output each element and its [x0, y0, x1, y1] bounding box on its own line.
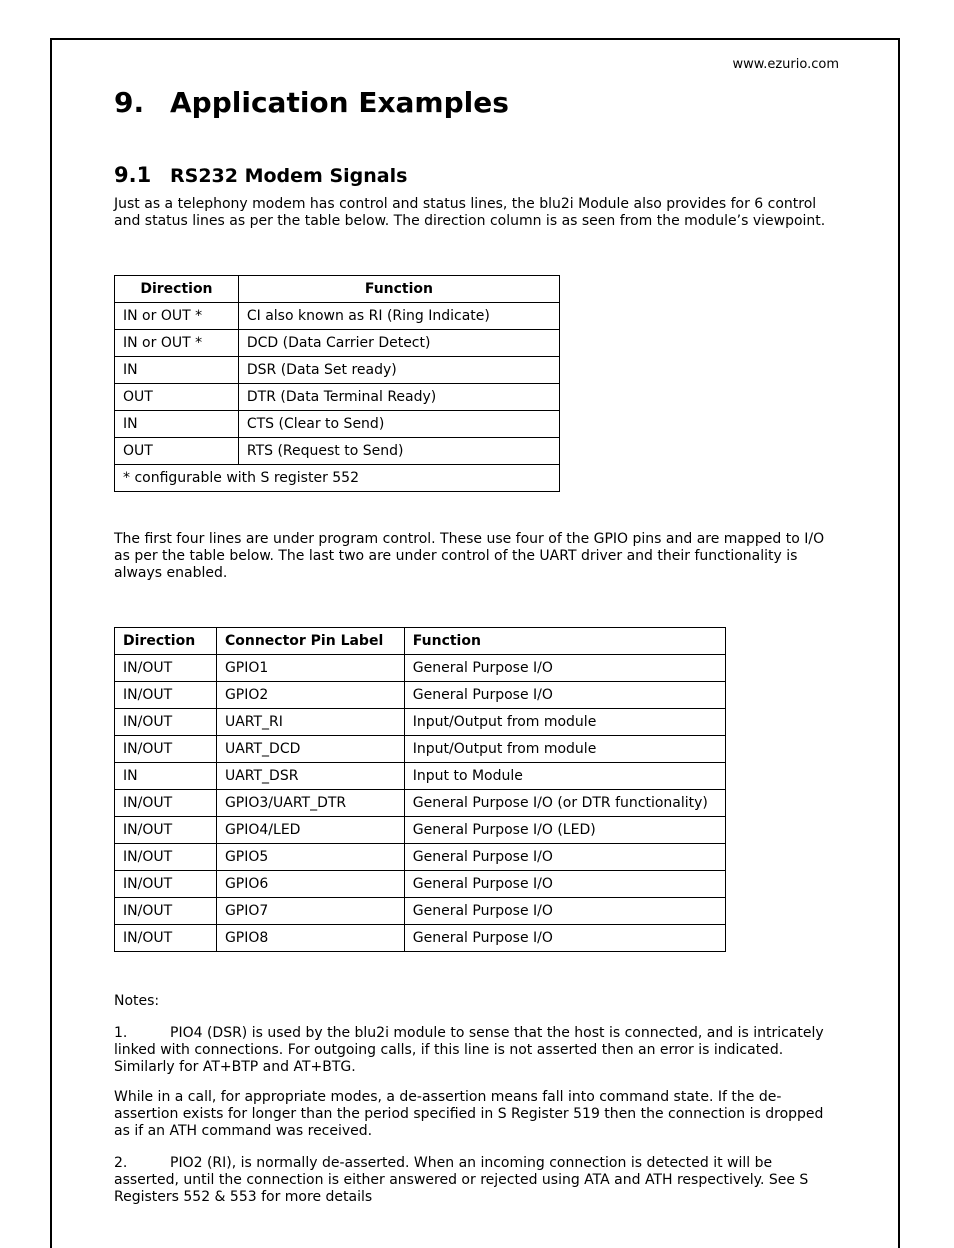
- note-2: [114, 1155, 839, 1206]
- section-title: Application Examples: [170, 86, 509, 119]
- note-1-number: 1.: [114, 1025, 128, 1041]
- table-row: [115, 357, 560, 384]
- table-row: [115, 384, 560, 411]
- header-url: www.ezurio.com: [732, 57, 839, 72]
- table-row: [115, 790, 726, 817]
- cell-function: Input to Module: [404, 763, 725, 790]
- note-1: [114, 1025, 839, 1076]
- cell-pin-label: UART_DCD: [216, 736, 404, 763]
- cell-pin-label: GPIO1: [216, 655, 404, 682]
- notes-label: Notes:: [114, 993, 160, 1009]
- cell-function: General Purpose I/O: [404, 871, 725, 898]
- cell-function: General Purpose I/O (LED): [404, 817, 725, 844]
- table-row: [115, 709, 726, 736]
- cell-pin-label: UART_DSR: [216, 763, 404, 790]
- table-header-row: [115, 276, 560, 303]
- cell-direction: IN/OUT: [115, 655, 217, 682]
- table-row: [115, 438, 560, 465]
- section-number: 9.: [114, 86, 145, 119]
- cell-pin-label: GPIO6: [216, 871, 404, 898]
- cell-function: General Purpose I/O: [404, 682, 725, 709]
- table-row: [115, 763, 726, 790]
- cell-pin-label: GPIO2: [216, 682, 404, 709]
- modem-signals-table: [114, 275, 560, 492]
- cell-pin-label: GPIO4/LED: [216, 817, 404, 844]
- cell-pin-label: GPIO7: [216, 898, 404, 925]
- table-footnote: * configurable with S register 552: [115, 465, 560, 492]
- cell-function: General Purpose I/O (or DTR functionality): [404, 790, 725, 817]
- cell-function: DSR (Data Set ready): [238, 357, 559, 384]
- table-row: [115, 655, 726, 682]
- table-row: [115, 898, 726, 925]
- cell-function: Input/Output from module: [404, 709, 725, 736]
- column-header-function: Function: [404, 628, 725, 655]
- cell-function: RTS (Request to Send): [238, 438, 559, 465]
- cell-function: CI also known as RI (Ring Indicate): [238, 303, 559, 330]
- cell-direction: IN or OUT *: [115, 330, 239, 357]
- cell-function: DTR (Data Terminal Ready): [238, 384, 559, 411]
- gpio-mapping-table: [114, 627, 726, 952]
- cell-pin-label: UART_RI: [216, 709, 404, 736]
- table-footnote-row: [115, 465, 560, 492]
- intro-paragraph: Just as a telephony modem has control and status lines, the blu2i Module also provides for 6 control and status lines as per the table below. The direction column is as seen from the module’s viewpoint.: [114, 196, 826, 229]
- cell-function: General Purpose I/O: [404, 844, 725, 871]
- column-header-direction: Direction: [115, 276, 239, 303]
- table-row: [115, 817, 726, 844]
- gpio-paragraph: The first four lines are under program control. These use four of the GPIO pins and are mapped to I/O as per the table below. The last two are under control of the UART driver and their functionality is always enabled.: [114, 531, 825, 581]
- cell-direction: IN: [115, 763, 217, 790]
- cell-direction: OUT: [115, 438, 239, 465]
- column-header-pin-label: Connector Pin Label: [216, 628, 404, 655]
- subsection-number: 9.1: [114, 163, 152, 187]
- table-row: [115, 871, 726, 898]
- table-header-row: [115, 628, 726, 655]
- cell-pin-label: GPIO3/UART_DTR: [216, 790, 404, 817]
- cell-direction: OUT: [115, 384, 239, 411]
- table-row: [115, 736, 726, 763]
- cell-function: General Purpose I/O: [404, 655, 725, 682]
- cell-direction: IN/OUT: [115, 871, 217, 898]
- table-row: [115, 844, 726, 871]
- note-2-number: 2.: [114, 1155, 128, 1171]
- note-1-text: PIO4 (DSR) is used by the blu2i module to sense that the host is connected, and is intricately linked with connections. For outgoing calls, if this line is not asserted then an error is indicated. Similarly for AT+BTP and AT+BTG.: [114, 1025, 824, 1075]
- cell-direction: IN/OUT: [115, 790, 217, 817]
- cell-direction: IN/OUT: [115, 844, 217, 871]
- cell-function: Input/Output from module: [404, 736, 725, 763]
- cell-function: General Purpose I/O: [404, 925, 725, 952]
- table-row: [115, 411, 560, 438]
- cell-direction: IN/OUT: [115, 898, 217, 925]
- cell-direction: IN/OUT: [115, 709, 217, 736]
- cell-pin-label: GPIO5: [216, 844, 404, 871]
- cell-direction: IN: [115, 357, 239, 384]
- cell-function: CTS (Clear to Send): [238, 411, 559, 438]
- table-row: [115, 303, 560, 330]
- cell-function: DCD (Data Carrier Detect): [238, 330, 559, 357]
- column-header-function: Function: [238, 276, 559, 303]
- subsection-heading: [114, 160, 407, 188]
- section-heading: [114, 86, 509, 119]
- table-row: [115, 925, 726, 952]
- note-2-text: PIO2 (RI), is normally de-asserted. When an incoming connection is detected it will be asserted, until the connection is either answered or rejected using ATA and ATH respectively. See S Registers 552 & 553 for more details: [114, 1155, 809, 1205]
- cell-direction: IN or OUT *: [115, 303, 239, 330]
- cell-pin-label: GPIO8: [216, 925, 404, 952]
- column-header-direction: Direction: [115, 628, 217, 655]
- subsection-title: RS232 Modem Signals: [170, 165, 408, 187]
- table-row: [115, 682, 726, 709]
- cell-function: General Purpose I/O: [404, 898, 725, 925]
- cell-direction: IN/OUT: [115, 736, 217, 763]
- cell-direction: IN/OUT: [115, 682, 217, 709]
- cell-direction: IN: [115, 411, 239, 438]
- cell-direction: IN/OUT: [115, 817, 217, 844]
- table-row: [115, 330, 560, 357]
- cell-direction: IN/OUT: [115, 925, 217, 952]
- note-1-continued: While in a call, for appropriate modes, a de-assertion means fall into command state. If the de-assertion exists for longer than the period specified in S Register 519 then the connection is dropped as if an ATH command was received.: [114, 1089, 824, 1139]
